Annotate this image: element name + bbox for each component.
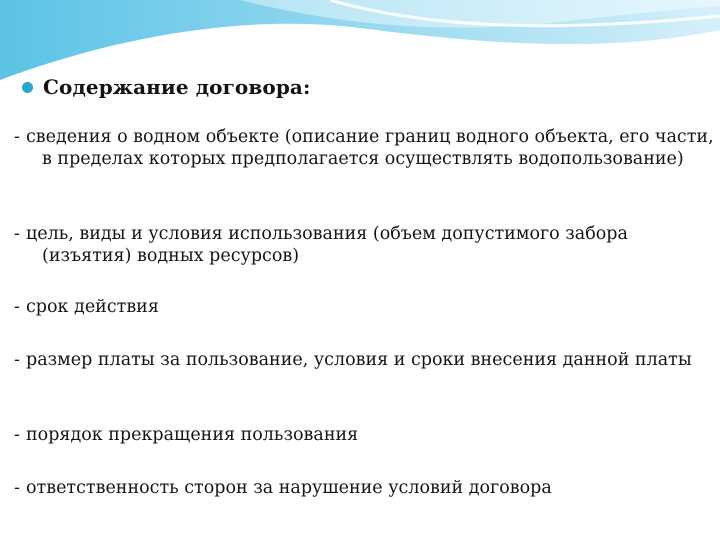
dash-marker: - <box>14 425 20 445</box>
list-item <box>14 477 714 499</box>
list-item-text: цель, виды и условия использования (объем допустимого забора (изъятия) водных ресурсов) <box>26 224 628 266</box>
list-item <box>14 349 714 371</box>
list-item-text: сведения о водном объекте (описание границ водного объекта, его части, в пределах которых предполагается осуществлять водопользование) <box>26 127 714 169</box>
dash-marker: - <box>14 224 20 244</box>
list-item <box>14 126 714 170</box>
list-item <box>14 223 714 267</box>
list-item <box>14 296 714 318</box>
dash-marker: - <box>14 350 20 370</box>
bullet-dot-icon <box>22 82 33 93</box>
dash-marker: - <box>14 297 20 317</box>
list-item-text: размер платы за пользование, условия и сроки внесения данной платы <box>26 350 692 370</box>
list-item-text: срок действия <box>26 297 159 317</box>
list-item-text: ответственность сторон за нарушение условий договора <box>26 478 552 498</box>
heading-text: Содержание договора: <box>43 75 311 99</box>
dash-marker: - <box>14 478 20 498</box>
dash-marker: - <box>14 127 20 147</box>
list-item <box>14 424 714 446</box>
slide-heading <box>22 75 310 99</box>
list-item-text: порядок прекращения пользования <box>26 425 359 445</box>
